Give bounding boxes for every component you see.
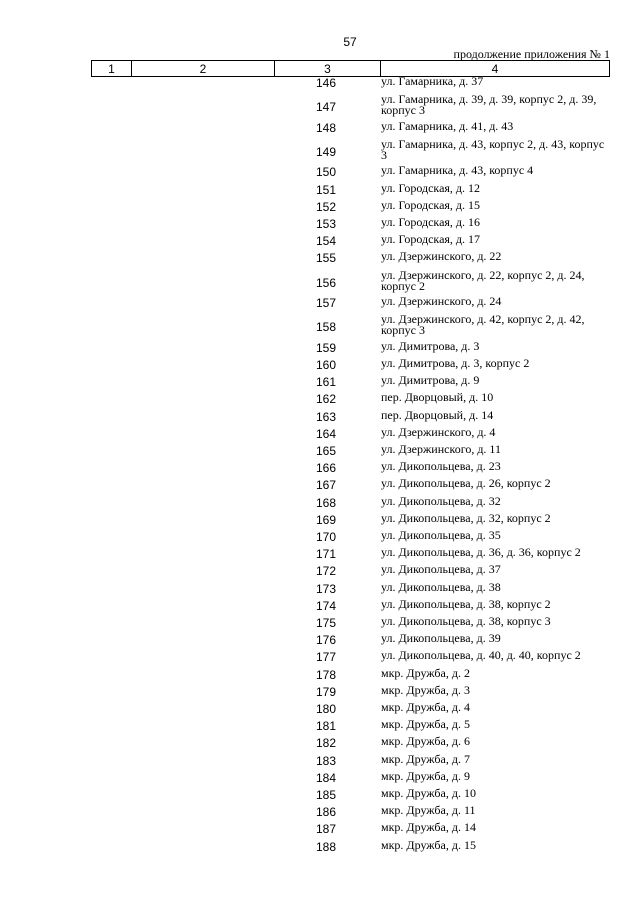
row-address: ул. Дикопольцева, д. 26, корпус 2 [381,476,551,491]
column-header-2: 2 [132,61,275,77]
row-number: 171 [315,547,337,562]
row-number: 165 [315,444,337,458]
row-address: ул. Дикопольцева, д. 38 [381,579,501,594]
row-number: 163 [315,409,337,424]
row-address: мкр. Дружба, д. 14 [381,820,476,835]
table-row [0,424,640,444]
row-address: ул. Дзержинского, д. 24 [381,294,502,309]
table-row [0,510,640,530]
row-address: ул. Дзержинского, д. 11 [381,442,501,456]
table-row [0,564,640,581]
table-row [0,392,640,409]
table-row [0,444,640,461]
row-address: ул. Дикопольцева, д. 35 [381,528,501,542]
row-address: мкр. Дружба, д. 15 [381,837,476,852]
table-row [0,313,640,341]
row-number: 159 [315,340,337,355]
row-number: 168 [315,495,337,510]
row-number: 177 [315,650,337,665]
row-address: ул. Дикопольцева, д. 39 [381,631,501,646]
table-row [0,837,640,857]
table-row [0,736,640,753]
row-number: 167 [315,478,337,493]
row-address: ул. Гамарника, д. 37 [381,74,484,88]
row-address: мкр. Дружба, д. 3 [381,682,470,697]
row-address: ул. Дзержинского, д. 22, корпус 2, д. 24, корпус 2 [381,267,585,293]
table-row [0,180,640,200]
row-address: ул. Городская, д. 16 [381,215,481,229]
row-number: 155 [315,251,337,266]
row-number: 169 [315,512,337,527]
row-address: ул. Дзержинского, д. 22 [381,249,502,264]
table-row [0,93,640,121]
row-number: 153 [315,217,337,231]
table-row [0,682,640,702]
row-number: 164 [315,426,337,441]
row-address: ул. Дикопольцева, д. 32, корпус 2 [381,510,551,525]
row-number: 188 [315,839,337,854]
row-number: 162 [315,392,337,407]
row-address: ул. Гамарника, д. 43, корпус 2, д. 43, корпус 3 [381,136,605,162]
table-row [0,165,640,182]
row-number: 183 [315,753,337,768]
row-number: 154 [315,234,337,249]
table-header [91,60,610,77]
row-number: 185 [315,788,337,802]
table-row [0,547,640,564]
table-row [0,234,640,251]
row-address: пер. Дворцовый, д. 14 [381,407,494,422]
row-number: 172 [315,564,337,579]
row-number: 150 [315,165,337,180]
row-address: ул. Дикопольцева, д. 37 [381,562,501,577]
row-address: мкр. Дружба, д. 10 [381,786,476,800]
row-address: ул. Гамарника, д. 41, д. 43 [381,118,514,133]
row-number: 186 [315,805,337,820]
continuation-label: продолжение приложения № 1 [453,47,610,61]
table-row [0,338,640,358]
row-number: 148 [315,120,337,135]
row-number: 180 [315,702,337,716]
table-row [0,251,640,268]
row-number: 187 [315,822,337,837]
row-number: 157 [315,296,337,311]
row-address: ул. Дикопольцева, д. 38, корпус 3 [381,614,551,628]
row-address: ул. Городская, д. 17 [381,232,481,247]
row-number: 152 [315,199,337,214]
row-address: ул. Гамарника, д. 43, корпус 4 [381,163,534,178]
row-number: 158 [315,320,337,335]
table-row [0,358,640,375]
table-row [0,76,640,93]
row-address: ул. Городская, д. 12 [381,180,481,195]
row-address: мкр. Дружба, д. 9 [381,768,470,783]
row-number: 182 [315,736,337,751]
row-number: 179 [315,684,337,699]
row-address: ул. Городская, д. 15 [381,197,481,212]
row-number: 161 [315,375,337,390]
row-address: мкр. Дружба, д. 11 [381,803,476,818]
row-address: мкр. Дружба, д. 5 [381,717,470,732]
table-row [0,197,640,217]
row-address: ул. Димитрова, д. 3 [381,338,480,353]
table-row [0,822,640,839]
table-row [0,118,640,138]
row-address: ул. Дикопольцева, д. 32 [381,493,501,508]
row-number: 156 [315,275,337,290]
table-row [0,665,640,685]
row-number: 160 [315,358,337,372]
row-number: 178 [315,667,337,682]
row-number: 181 [315,719,337,734]
row-address: мкр. Дружба, д. 7 [381,751,470,766]
column-header-1: 1 [92,61,132,77]
table-row [0,805,640,822]
table-row [0,296,640,313]
row-address: ул. Димитрова, д. 9 [381,373,480,388]
row-address: мкр. Дружба, д. 6 [381,734,470,749]
header-row [92,61,610,77]
row-number: 149 [315,144,337,159]
column-header-4: 4 [381,61,610,77]
row-number: 151 [315,182,337,197]
page-number: 57 [343,35,357,49]
table-row [0,788,640,805]
row-number: 170 [315,530,337,544]
row-address: пер. Дворцовый, д. 10 [381,390,494,405]
table-row [0,616,640,633]
row-number: 166 [315,461,337,476]
row-address: ул. Гамарника, д. 39, д. 39, корпус 2, д. 39, корпус 3 [381,92,597,118]
row-address: ул. Дзержинского, д. 42, корпус 2, д. 42, корпус 3 [381,312,585,338]
row-address: мкр. Дружба, д. 2 [381,665,470,680]
row-number: 174 [315,598,337,613]
table-row [0,768,640,788]
row-address: ул. Дикопольцева, д. 38, корпус 2 [381,596,551,611]
row-number: 184 [315,770,337,785]
table-row [0,650,640,667]
row-number: 176 [315,633,337,648]
table-row [0,217,640,234]
table-row [0,751,640,771]
row-number: 173 [315,581,337,596]
row-address: ул. Димитрова, д. 3, корпус 2 [381,356,530,370]
row-address: ул. Дикопольцева, д. 40, д. 40, корпус 2 [381,648,581,663]
table-row [0,138,640,166]
row-number: 147 [315,100,337,115]
row-number: 146 [315,76,337,90]
table-row [0,478,640,495]
row-address: ул. Дикопольцева, д. 23 [381,459,501,474]
row-address: ул. Дикопольцева, д. 36, д. 36, корпус 2 [381,545,581,560]
row-address: ул. Дзержинского, д. 4 [381,424,496,439]
table-row [0,407,640,427]
table-row [0,269,640,297]
row-number: 175 [315,616,337,630]
table-row [0,702,640,719]
table-row [0,719,640,736]
table-row [0,375,640,392]
column-header-3: 3 [275,61,381,77]
row-address: мкр. Дружба, д. 4 [381,700,470,714]
